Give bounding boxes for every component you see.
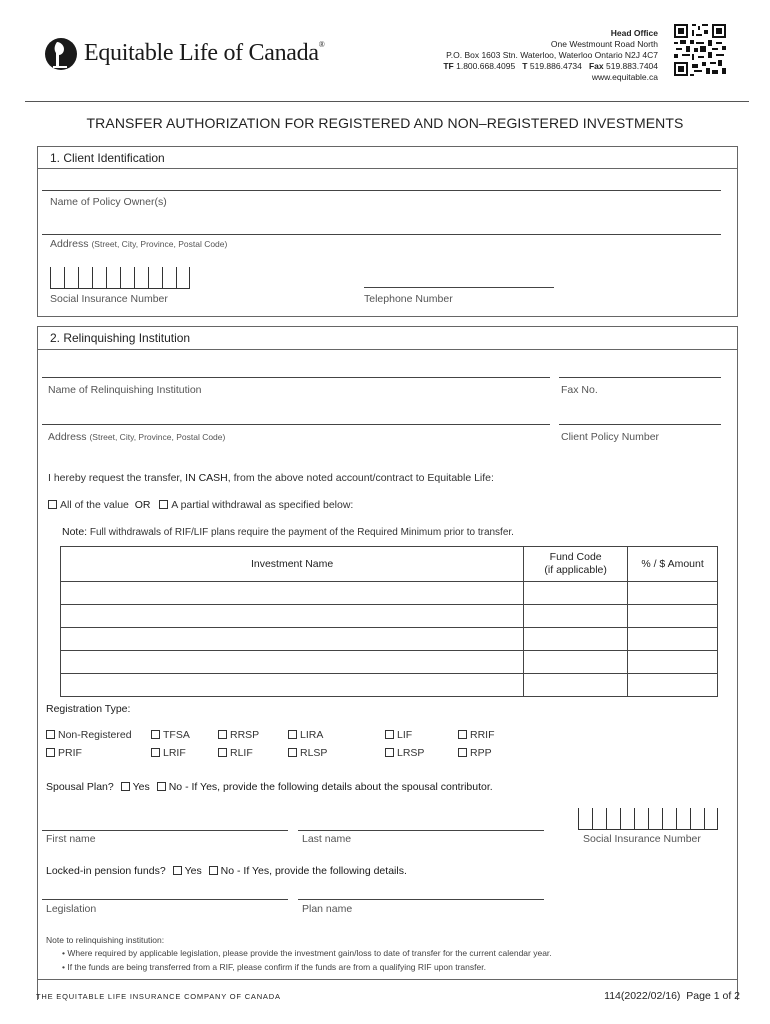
client-sin-label: Social Insurance Number — [50, 293, 168, 305]
footer-company: THE EQUITABLE LIFE INSURANCE COMPANY OF CANADA — [36, 992, 281, 1001]
section-2-title: 2. Relinquishing Institution — [50, 331, 191, 345]
table-row[interactable] — [61, 651, 718, 674]
footer-page-info: 114(2022/02/16) Page 1 of 2 — [604, 990, 740, 1002]
table-row[interactable] — [61, 628, 718, 651]
checkbox-icon — [218, 748, 227, 757]
policy-owner-label: Name of Policy Owner(s) — [50, 196, 167, 208]
spouse-sin-boxes[interactable] — [578, 808, 718, 830]
institution-name-label: Name of Relinquishing Institution — [48, 384, 202, 396]
checkbox-icon — [218, 730, 227, 739]
table-row[interactable] — [61, 582, 718, 605]
fund-code-header: Fund Code (if applicable) — [524, 547, 628, 582]
checkbox-icon — [385, 748, 394, 757]
spousal-plan-row: Spousal Plan? Yes No - If Yes, provide the following details about the spousal contributor. — [46, 781, 493, 793]
client-identification-section — [37, 146, 738, 317]
checkbox-icon — [288, 748, 297, 757]
spouse-sin-label: Social Insurance Number — [583, 833, 701, 845]
reg-rrsp[interactable]: RRSP — [218, 729, 259, 741]
policy-owner-field[interactable] — [42, 190, 721, 191]
spouse-last-name-field[interactable] — [298, 830, 544, 831]
equitable-logo-icon — [44, 36, 78, 72]
client-policy-number-field[interactable] — [559, 424, 721, 425]
address-line-2: P.O. Box 1603 Stn. Waterloo, Waterloo Ontario N2J 4C7 — [446, 50, 658, 60]
table-header-row — [61, 547, 718, 582]
institution-address-label: Address (Street, City, Province, Postal Code) — [48, 431, 226, 443]
address-line-1: One Westmount Road North — [550, 39, 658, 49]
plan-name-field[interactable] — [298, 899, 544, 900]
client-address-field[interactable] — [42, 234, 721, 235]
table-row[interactable] — [61, 605, 718, 628]
relinquishing-institution-section — [37, 326, 738, 350]
checkbox-icon — [151, 730, 160, 739]
section-1-title: 1. Client Identification — [38, 147, 737, 169]
table-row[interactable] — [61, 674, 718, 697]
spouse-first-name-label: First name — [46, 833, 96, 845]
amount-header: % / $ Amount — [628, 547, 718, 582]
section-2-right-border — [737, 350, 738, 1000]
partial-withdrawal-checkbox[interactable] — [159, 500, 168, 509]
qr-code-icon — [674, 24, 726, 76]
reg-rlsp[interactable]: RLSP — [288, 747, 327, 759]
reg-lif[interactable]: LIF — [385, 729, 412, 741]
legislation-field[interactable] — [42, 899, 288, 900]
reg-non-registered[interactable]: Non-Registered — [46, 729, 132, 741]
investment-name-header: Investment Name — [61, 547, 524, 582]
reg-rlif[interactable]: RLIF — [218, 747, 253, 759]
reg-tfsa[interactable]: TFSA — [151, 729, 190, 741]
all-value-checkbox[interactable] — [48, 500, 57, 509]
fax-field[interactable] — [559, 377, 721, 378]
locked-in-no-checkbox[interactable] — [209, 866, 218, 875]
legislation-label: Legislation — [46, 903, 97, 915]
telephone-field[interactable] — [364, 287, 554, 288]
institution-address-field[interactable] — [42, 424, 550, 425]
rif-lif-note: Note: Full withdrawals of RIF/LIF plans require the payment of the Required Minimum prior to transfer. — [62, 526, 514, 538]
reg-lrsp[interactable]: LRSP — [385, 747, 424, 759]
locked-in-row: Locked-in pension funds? Yes No - If Yes, provide the following details. — [46, 865, 407, 877]
checkbox-icon — [458, 730, 467, 739]
spousal-no-checkbox[interactable] — [157, 782, 166, 791]
transfer-request-text: I hereby request the transfer, IN CASH, from the above noted account/contract to Equitable Life: — [48, 472, 494, 484]
checkbox-icon — [458, 748, 467, 757]
fax-label: Fax No. — [561, 384, 598, 396]
institution-note-title: Note to relinquishing institution: — [46, 935, 165, 945]
institution-name-field[interactable] — [42, 377, 550, 378]
website: www.equitable.ca — [591, 72, 658, 82]
spousal-yes-checkbox[interactable] — [121, 782, 130, 791]
reg-lira[interactable]: LIRA — [288, 729, 323, 741]
client-policy-number-label: Client Policy Number — [561, 431, 660, 443]
checkbox-icon — [288, 730, 297, 739]
checkbox-icon — [46, 748, 55, 757]
reg-prif[interactable]: PRIF — [46, 747, 82, 759]
header-divider — [25, 101, 749, 102]
company-logo-text: Equitable Life of Canada® — [84, 40, 325, 66]
checkbox-icon — [151, 748, 160, 757]
reg-rpp[interactable]: RPP — [458, 747, 492, 759]
head-office-block — [443, 28, 658, 83]
registration-type-title: Registration Type: — [46, 703, 131, 715]
locked-in-yes-checkbox[interactable] — [173, 866, 182, 875]
plan-name-label: Plan name — [302, 903, 353, 915]
section-2-left-border — [37, 350, 38, 1000]
checkbox-icon — [385, 730, 394, 739]
institution-note-bullet-1: • Where required by applicable legislation, please provide the investment gain/loss to date of transfer for the current calendar year. — [62, 948, 552, 958]
form-title: TRANSFER AUTHORIZATION FOR REGISTERED AND NON–REGISTERED INVESTMENTS — [86, 115, 684, 131]
phone-line: TF 1.800.668.4095 T 519.886.4734 Fax 519.883.7404 — [443, 61, 658, 71]
telephone-label: Telephone Number — [364, 293, 453, 305]
client-sin-boxes[interactable] — [50, 267, 190, 289]
institution-note-bullet-2: • If the funds are being transferred from a RIF, please confirm if the funds are from a qualifying RIF upon transfer. — [62, 962, 486, 972]
investment-table — [60, 546, 718, 697]
reg-lrif[interactable]: LRIF — [151, 747, 186, 759]
transfer-option-row: All of the value OR A partial withdrawal as specified below: — [48, 499, 353, 511]
head-office-label: Head Office — [610, 28, 658, 38]
client-address-label: Address (Street, City, Province, Postal Code) — [50, 238, 228, 250]
section-2-bottom-border — [37, 979, 738, 980]
spouse-first-name-field[interactable] — [42, 830, 288, 831]
checkbox-icon — [46, 730, 55, 739]
reg-rrif[interactable]: RRIF — [458, 729, 495, 741]
spouse-last-name-label: Last name — [302, 833, 352, 845]
